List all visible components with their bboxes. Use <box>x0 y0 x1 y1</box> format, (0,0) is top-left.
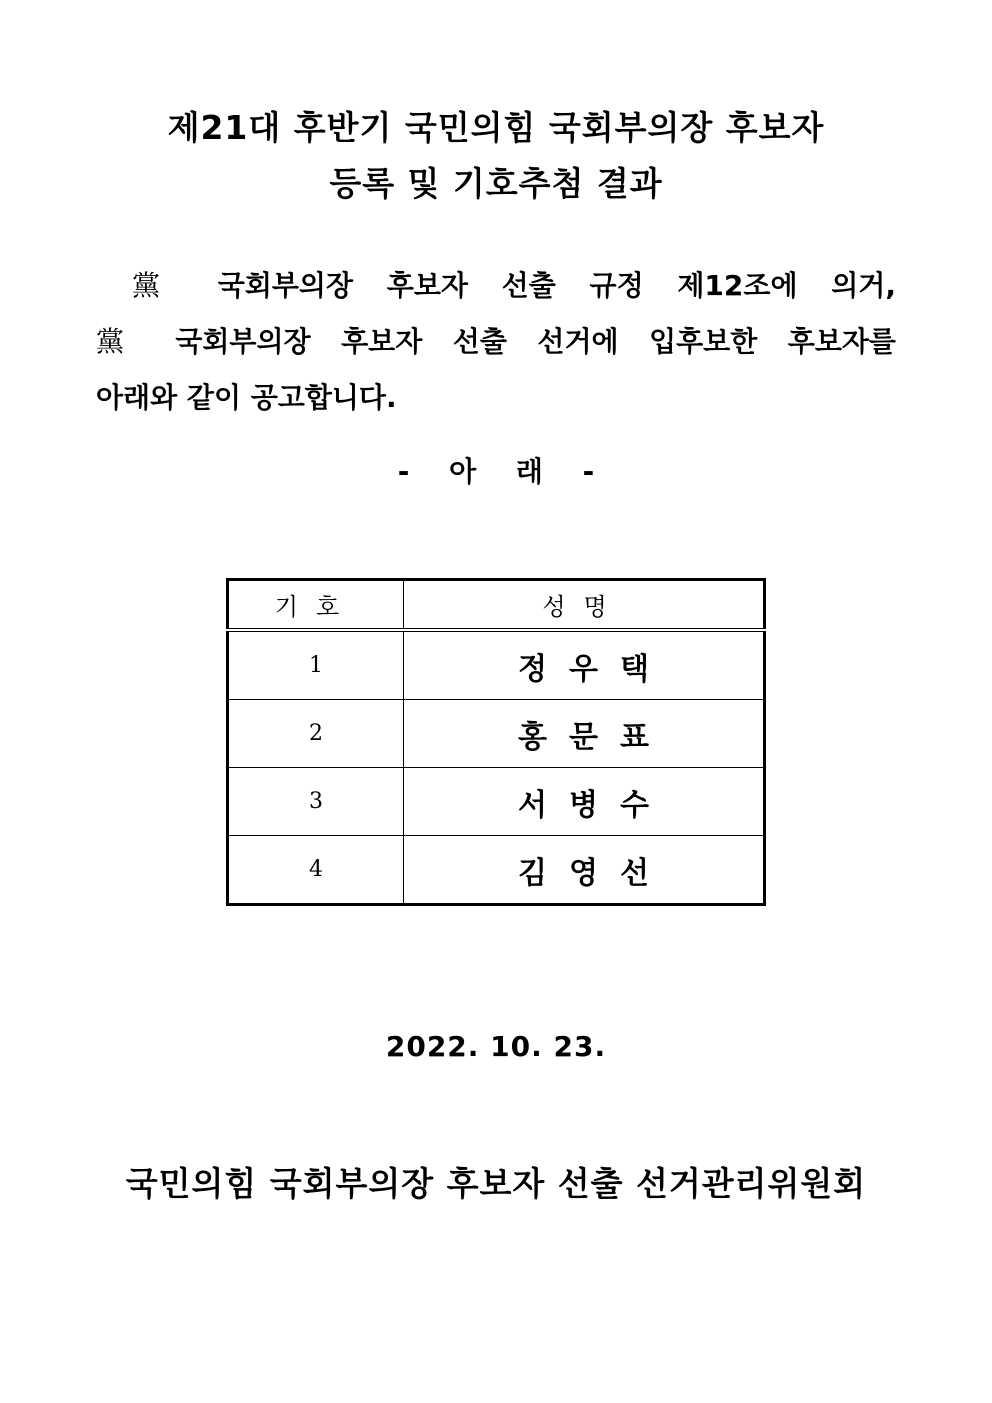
candidate-number: 4 <box>228 836 404 905</box>
title-line-1: 제21대 후반기 국민의힘 국회부의장 후보자 <box>167 108 825 147</box>
candidate-name: 서병수 <box>404 768 765 836</box>
issuing-committee: 국민의힘 국회부의장 후보자 선출 선거관리위원회 <box>125 1164 867 1203</box>
body-line-1 <box>96 258 896 314</box>
candidate-name: 김영선 <box>404 836 765 905</box>
candidate-number: 2 <box>228 700 404 768</box>
body-line-1-text: 국회부의장 후보자 선출 규정 제12조에 의거, <box>217 269 896 302</box>
party-seal-char: 黨 <box>96 325 145 358</box>
table-row <box>228 836 765 905</box>
notice-heading: - 아 래 - <box>397 455 595 488</box>
body-line-2-text: 국회부의장 후보자 선출 선거에 입후보한 후보자를 <box>175 325 896 358</box>
table-row <box>228 768 765 836</box>
announcement-date: 2022. 10. 23. <box>385 1030 607 1063</box>
header-name: 성명 <box>404 580 765 631</box>
candidate-number: 3 <box>228 768 404 836</box>
candidate-table <box>226 578 766 906</box>
announcement-body <box>96 258 896 426</box>
candidate-number: 1 <box>228 630 404 700</box>
body-line-2 <box>96 314 896 370</box>
table-row <box>228 630 765 700</box>
candidate-name: 홍문표 <box>404 700 765 768</box>
title-line-2: 등록 및 기호추첨 결과 <box>329 164 663 203</box>
table-header-row <box>228 580 765 631</box>
body-line-3: 아래와 같이 공고합니다. <box>96 381 397 414</box>
header-number: 기호 <box>228 580 404 631</box>
table-row <box>228 700 765 768</box>
document-title <box>0 100 992 212</box>
candidate-name: 정우택 <box>404 630 765 700</box>
party-seal-char: 黨 <box>132 269 185 302</box>
